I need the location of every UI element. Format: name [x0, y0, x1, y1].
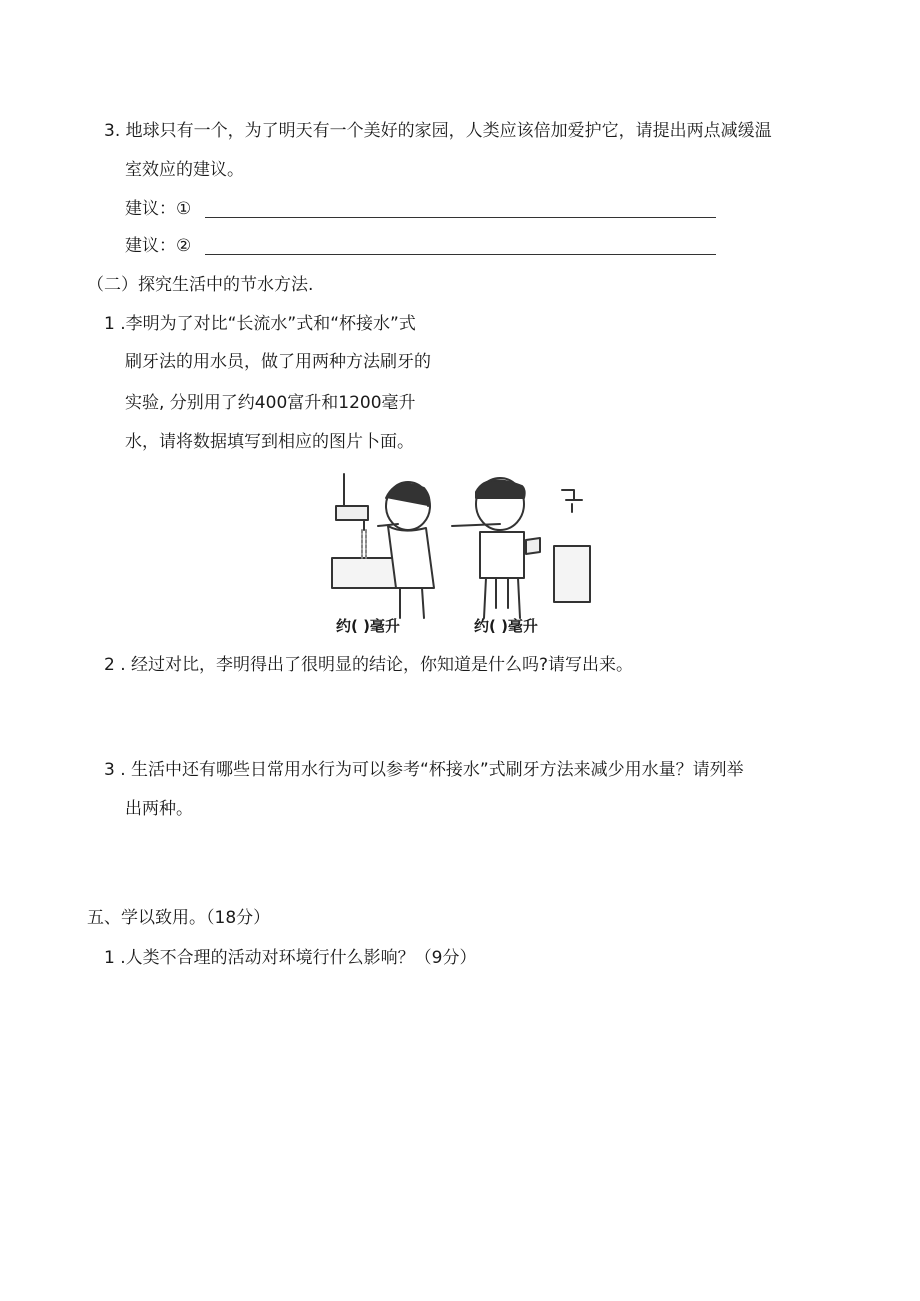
section-5-heading: 五、学以致用。（18分）: [87, 908, 271, 928]
p2-q1-line4: 水，请将数据填写到相应的图片卜面。: [125, 432, 414, 452]
caption-left: 约( )毫升: [336, 617, 400, 635]
section-heading-water: （二）探究生活中的节水方法.: [87, 275, 314, 295]
suggestion-1-label: 建议：①: [125, 199, 192, 219]
p2-q3-line2: 出两种。: [125, 799, 193, 819]
q3-line2: 室效应的建议。: [125, 160, 244, 180]
s5-q1: 1 .人类不合理的活动对环境行什么影响？（9分）: [104, 948, 477, 968]
p2-q1-line2: 刷牙法的用水员，做了用两种方法刷牙的: [125, 352, 431, 372]
p2-q3-line1: 3 . 生活中还有哪些日常用水行为可以参考“杯接水”式刷牙方法来减少用水量？请列举: [104, 760, 744, 780]
caption-right: 约( )毫升: [474, 617, 538, 635]
q3-line1: 3. 地球只有一个，为了明天有一个美好的家园，人类应该倍加爱护它，请提出两点减缓温: [104, 121, 772, 141]
suggestion-2-blank[interactable]: [205, 254, 716, 255]
suggestion-2-label: 建议：②: [125, 236, 192, 256]
p2-q1-line3: 实验, 分别用了约400富升和1200毫升: [125, 393, 416, 413]
tooth-brushing-figure: [326, 468, 594, 640]
suggestion-1-blank[interactable]: [205, 217, 716, 218]
brushing-illustration: [326, 468, 594, 640]
p2-q2: 2 . 经过对比，李明得出了很明显的结论，你知道是什么吗?请写出来。: [104, 655, 634, 675]
p2-q1-line1: 1 .李明为了对比“长流水”式和“杯接水”式: [104, 314, 416, 334]
